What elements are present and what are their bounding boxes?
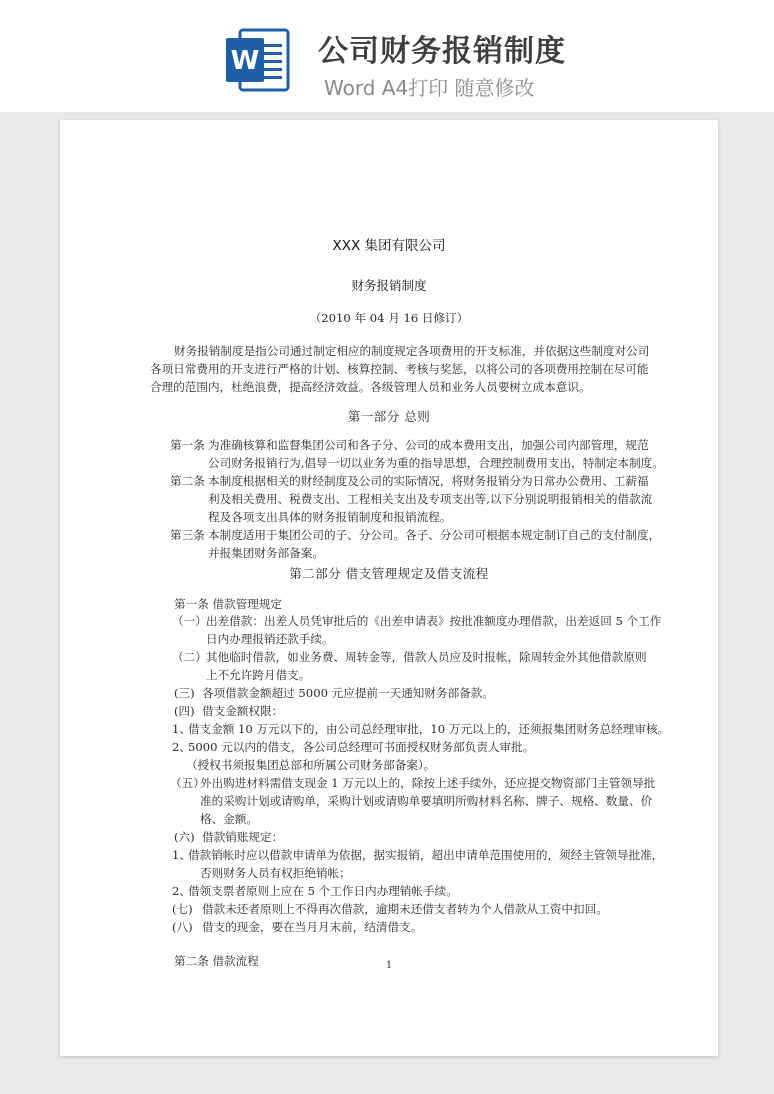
item-label: 2、: [172, 884, 191, 898]
word-icon-letter: W: [230, 46, 260, 76]
page-number: 1: [385, 960, 393, 971]
item-line: 借支金额权限：: [202, 704, 284, 718]
item-line: 外出购进材料需借支现金 1 万元以上的，除按上述手续外，还应提交物资部门主管领导批: [200, 776, 656, 790]
item-line: 出差借款：出差人员凭审批后的《出差申请表》按批准额度办理借款，出差返回 5 个工作: [206, 614, 662, 628]
item-label: 2、: [172, 740, 191, 754]
item-line: 5000 元以内的借支，各公司总经理可书面授权财务部负责人审批。: [188, 740, 535, 754]
clause-label: 第三条: [170, 528, 205, 542]
item-line: 借款销帐时应以借款申请单为依据，据实报销，超出申请单范围使用的，须经主管领导批准，: [188, 848, 664, 862]
clause-line: 公司财务报销行为,倡导一切以业务为重的指导思想，合理控制费用支出，特制定本制度。: [208, 456, 664, 470]
clause-line: 为准确核算和监督集团公司和各子分、公司的成本费用支出，加强公司内部管理，规范: [208, 438, 649, 452]
clause-line: 本制度适用于集团公司的子、分公司。各子、分公司可根据本规定制订自己的支付制度，: [208, 528, 661, 542]
item-label: 1、: [172, 722, 191, 736]
clause-line: 利及相关费用、税费支出、工程相关支出及专项支出等,以下分别说明报销相关的借款流: [208, 492, 653, 506]
item-line: 日内办理报销还款手续。: [206, 632, 334, 646]
clause-line: 程及各项支出具体的财务报销制度和报销流程。: [208, 510, 452, 524]
item-line: （授权书须报集团总部和所属公司财务部备案）。: [186, 758, 436, 772]
item-line: 借支的现金，要在当月月末前，结清借支。: [202, 920, 423, 934]
intro-line: 各项日常费用的开支进行严格的计划、核算控制、考核与奖惩，以将公司的各项费用控制在尽可能: [150, 362, 649, 376]
item-line: 借款未还者原则上不得再次借款，逾期未还借支者转为个人借款从工资中扣回。: [202, 902, 608, 916]
part1-heading: 第一部分 总则: [347, 409, 431, 424]
item-line: 否则财务人员有权拒绝销帐；: [200, 866, 351, 880]
item-line: 借支金额 10 万元以下的，由公司总经理审批，10 万元以上的，还须报集团财务总经理审核。: [188, 722, 670, 736]
clause-label: 第二条: [170, 474, 205, 488]
item-label: （五）: [170, 776, 205, 790]
item-label: （二）: [172, 650, 207, 664]
revision-date: （2010 年 04 月 16 日修订）: [309, 311, 469, 325]
banner-title: 公司财务报销制度: [318, 34, 566, 69]
intro-line: 财务报销制度是指公司通过制定相应的制度规定各项费用的开支标准，并依据这些制度对公司: [174, 344, 650, 358]
item-line: 准的采购计划或请购单，采购计划或请购单要填明所购材料名称、牌子、规格、数量、价: [200, 794, 653, 808]
item-label: (八): [172, 920, 193, 934]
intro-line: 合理的范围内，杜绝浪费，提高经济效益。各级管理人员和业务人员要树立成本意识。: [150, 380, 591, 394]
item-label: (三): [174, 686, 195, 700]
header-banner: [0, 0, 774, 112]
item-line: 格、金额。: [200, 812, 258, 826]
banner-subtitle: Word A4打印 随意修改: [324, 76, 535, 100]
word-document-icon: [222, 24, 294, 96]
item-label: (四): [174, 704, 195, 718]
clause-line: 本制度根据相关的财经制度及公司的实际情况，将财务报销分为日常办公费用、工薪福: [208, 474, 649, 488]
article-title: 第一条 借款管理规定: [174, 597, 283, 611]
document-title: 财务报销制度: [351, 278, 427, 293]
part2-heading: 第二部分 借支管理规定及借支流程: [289, 566, 489, 581]
article-title: 第二条 借款流程: [174, 954, 259, 968]
item-line: 上不允许跨月借支。: [206, 668, 311, 682]
document-page: [60, 120, 718, 1056]
item-line: 各项借款金额超过 5000 元应提前一天通知财务部备款。: [202, 686, 494, 700]
clause-line: 并报集团财务部备案。: [208, 546, 324, 560]
item-label: (七): [172, 902, 193, 916]
item-line: 借领支票者原则上应在 5 个工作日内办理销帐手续。: [188, 884, 458, 898]
item-line: 其他临时借款，如业务费、周转金等，借款人员应及时报帐，除周转金外其他借款原则: [206, 650, 647, 664]
item-label: 1、: [172, 848, 191, 862]
item-line: 借款销账规定：: [202, 830, 284, 844]
item-label: (六): [174, 830, 195, 844]
item-label: （一）: [172, 614, 207, 628]
watermark: [71, 481, 97, 509]
company-name: XXX 集团有限公司: [332, 238, 446, 254]
clause-label: 第一条: [170, 438, 205, 452]
